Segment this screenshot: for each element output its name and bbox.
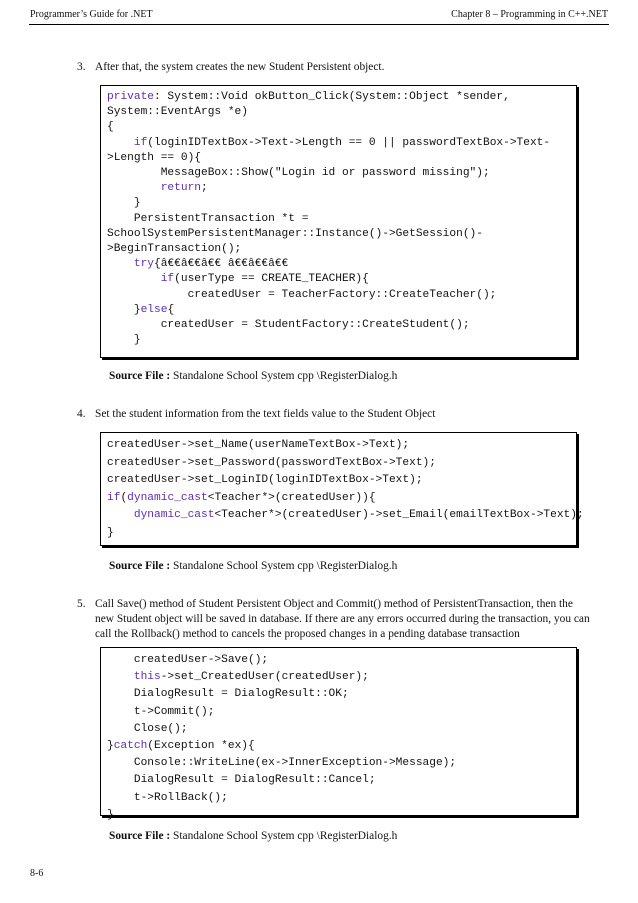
code-text: SchoolSystemPersistentManager::Instance()->GetSession()- (107, 227, 483, 240)
code-text: >Length == 0){ (107, 151, 201, 164)
step-3 (77, 60, 590, 75)
source-label: Source File : (109, 830, 171, 842)
code-line (107, 273, 369, 285)
code-text: t->Commit(); (107, 705, 215, 718)
code-block-3 (100, 647, 577, 821)
code-keyword: this (133, 671, 161, 684)
code-line (107, 91, 510, 103)
code-line (107, 137, 550, 149)
code-line (107, 792, 228, 804)
code-line (107, 757, 456, 769)
code-text: createdUser = StudentFactory::CreateStudent(); (107, 319, 470, 331)
code-keyword: if (160, 273, 175, 286)
step-text-line: new Student object will be saved in database. If there are any errors occurred during the transaction, you can (95, 613, 590, 625)
code-keyword: dynamic_cast (133, 509, 215, 522)
code-keyword: catch (113, 740, 148, 752)
source-file-caption (109, 370, 397, 382)
code-text: Close(); (107, 722, 188, 735)
code-keyword: dynamic_cast (127, 491, 208, 504)
code-line (107, 121, 114, 133)
code-line (107, 197, 141, 209)
code-text: DialogResult = DialogResult::OK; (107, 688, 349, 701)
source-file-caption (109, 830, 397, 842)
code-text: PersistentTransaction *t = (107, 212, 309, 225)
code-keyword: if (107, 491, 121, 504)
step-5 (77, 597, 590, 642)
code-text: createdUser->set_Name(userNameTextBox->Text); (107, 439, 410, 451)
code-line (107, 740, 255, 752)
code-text: Console::WriteLine(ex->InnerException->Message); (107, 757, 457, 770)
code-text: DialogResult = DialogResult::Cancel; (107, 774, 376, 787)
code-text: (userType == CREATE_TEACHER){ (174, 273, 369, 286)
code-line (107, 289, 496, 301)
code-text (107, 273, 161, 285)
header-right: Chapter 8 – Programming in C++.NET (451, 9, 608, 20)
code-text: createdUser = TeacherFactory::CreateTeacher(); (107, 288, 497, 301)
code-text: ->set_CreatedUser(createdUser); (160, 671, 369, 684)
code-text: createdUser->set_LoginID(loginIDTextBox->Text); (107, 474, 423, 487)
code-line (107, 706, 214, 718)
code-line (107, 492, 376, 504)
step-number: 5. (77, 598, 86, 610)
source-path: Standalone School System cpp \RegisterDialog.h (173, 830, 398, 842)
code-line (107, 243, 241, 255)
page-number: 8-6 (30, 868, 44, 879)
code-text: System::EventArgs *e) (107, 106, 248, 119)
code-text (107, 258, 134, 270)
code-keyword: else (140, 303, 168, 316)
code-line (107, 809, 114, 821)
code-text: } (107, 303, 141, 316)
header-rule (29, 24, 609, 25)
code-text: MessageBox::Show("Login id or password missing"); (107, 167, 490, 179)
code-text: <Teacher*>(createdUser)->set_Email(emailTextBox->Text); (214, 509, 584, 522)
source-file-caption (109, 560, 397, 572)
code-text: ; (201, 182, 208, 195)
code-line (107, 439, 409, 451)
step-text: After that, the system creates the new Student Persistent object. (95, 61, 385, 73)
code-text: : System::Void okButton_Click(System::Object *sender, (154, 91, 510, 103)
code-line (107, 152, 201, 164)
source-label: Source File : (109, 560, 171, 572)
code-line (107, 457, 436, 469)
code-line (107, 688, 349, 700)
code-keyword: try (133, 258, 155, 271)
code-line (107, 304, 174, 316)
code-block-1 (100, 85, 577, 358)
code-line (107, 474, 423, 486)
source-label: Source File : (109, 370, 171, 382)
code-line (107, 106, 248, 118)
code-text (107, 671, 134, 683)
code-line (107, 182, 208, 194)
code-keyword: private (107, 91, 154, 103)
step-4 (77, 407, 590, 422)
code-text: } (107, 334, 141, 347)
code-keyword: if (133, 136, 148, 149)
step-number: 3. (77, 61, 86, 73)
code-text (107, 182, 161, 194)
code-line (107, 167, 490, 179)
step-number: 4. (77, 408, 86, 420)
code-text: {â€€â€€â€€ â€€â€€â€€ (154, 258, 289, 271)
code-text: ( (120, 491, 128, 504)
code-line (107, 527, 114, 539)
step-text: Set the student information from the text fields value to the Student Object (95, 408, 436, 420)
code-text: } (107, 197, 141, 210)
code-text: <Teacher*>(createdUser)){ (207, 491, 376, 504)
code-line (107, 258, 288, 270)
code-text: } (107, 740, 114, 752)
code-text: >BeginTransaction(); (107, 243, 242, 255)
header-left: Programmer’s Guide for .NET (30, 9, 153, 20)
code-text: createdUser->Save(); (107, 654, 269, 666)
code-line (107, 671, 369, 683)
source-path: Standalone School System cpp \RegisterDialog.h (173, 560, 398, 572)
code-text: (loginIDTextBox->Text->Length == 0 || passwordTextBox->Text- (147, 136, 551, 149)
source-path: Standalone School System cpp \RegisterDialog.h (173, 370, 398, 382)
code-text (107, 509, 134, 521)
code-text (107, 137, 134, 149)
code-line (107, 228, 483, 240)
code-text: { (167, 303, 175, 316)
code-line (107, 334, 141, 346)
code-line (107, 213, 308, 225)
step-text-line: call the Rollback() method to cancels the proposed changes in a pending database transaction (95, 628, 520, 640)
code-text: t->RollBack(); (107, 791, 228, 804)
code-text: createdUser->set_Password(passwordTextBox->Text); (107, 456, 436, 469)
code-line (107, 319, 470, 331)
code-text: } (107, 527, 114, 539)
code-block-2 (100, 432, 584, 546)
code-line (107, 509, 584, 521)
code-text: } (107, 808, 114, 821)
code-line (107, 654, 268, 666)
code-line (107, 774, 376, 786)
code-text: { (107, 121, 114, 134)
code-line (107, 723, 188, 735)
step-text-line: Call Save() method of Student Persistent Object and Commit() method of PersistentTransaction, then the (95, 598, 573, 610)
code-keyword: return (160, 182, 202, 195)
code-text: (Exception *ex){ (147, 740, 255, 752)
